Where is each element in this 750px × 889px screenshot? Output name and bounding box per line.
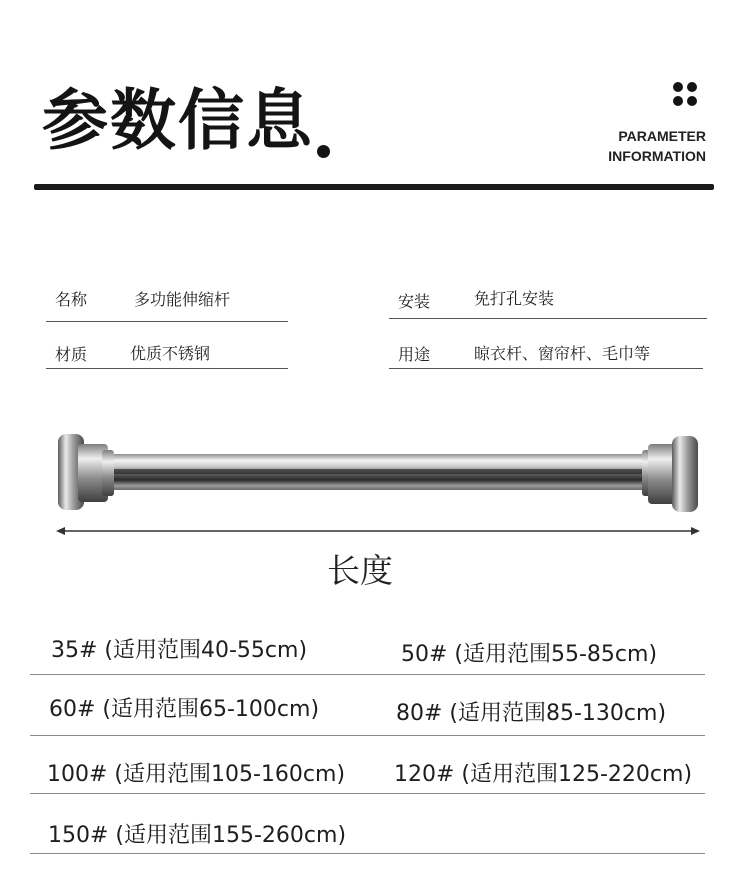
english-title: [608, 126, 706, 166]
title-dot: [317, 145, 330, 158]
spec-label: 材质: [55, 345, 88, 364]
spec-value: 晾衣杆、窗帘杆、毛巾等: [474, 344, 651, 363]
size-option: 150# (适用范围155-260cm): [48, 823, 347, 848]
spec-install: [389, 272, 707, 319]
length-arrow: [56, 525, 700, 537]
size-option: 80# (适用范围85-130cm): [396, 701, 667, 726]
header-divider: [34, 184, 714, 190]
size-option: 35# (适用范围40-55cm): [51, 638, 308, 663]
english-title-line2: INFORMATION: [608, 148, 706, 164]
spec-value: 优质不锈钢: [130, 344, 211, 363]
spec-material: [46, 322, 288, 369]
rod-right-end-cap: [672, 436, 698, 512]
size-option: 100# (适用范围105-160cm): [47, 762, 346, 787]
page-title: 参数信息: [42, 82, 314, 159]
spec-label: 安装: [398, 292, 431, 311]
product-rod-image: [40, 420, 720, 530]
spec-label: 名称: [55, 290, 88, 309]
spec-name: [46, 275, 288, 322]
size-option: 60# (适用范围65-100cm): [49, 697, 320, 722]
spec-label: 用途: [398, 345, 431, 364]
spec-value: 多功能伸缩杆: [134, 290, 231, 309]
length-label: 长度: [327, 551, 393, 590]
size-option: 50# (适用范围55-85cm): [401, 642, 658, 667]
four-dots-icon: [673, 82, 699, 108]
size-option: 120# (适用范围125-220cm): [394, 762, 693, 787]
spec-usage: [389, 322, 703, 369]
spec-value: 免打孔安装: [474, 289, 555, 308]
english-title-line1: PARAMETER: [618, 128, 706, 144]
